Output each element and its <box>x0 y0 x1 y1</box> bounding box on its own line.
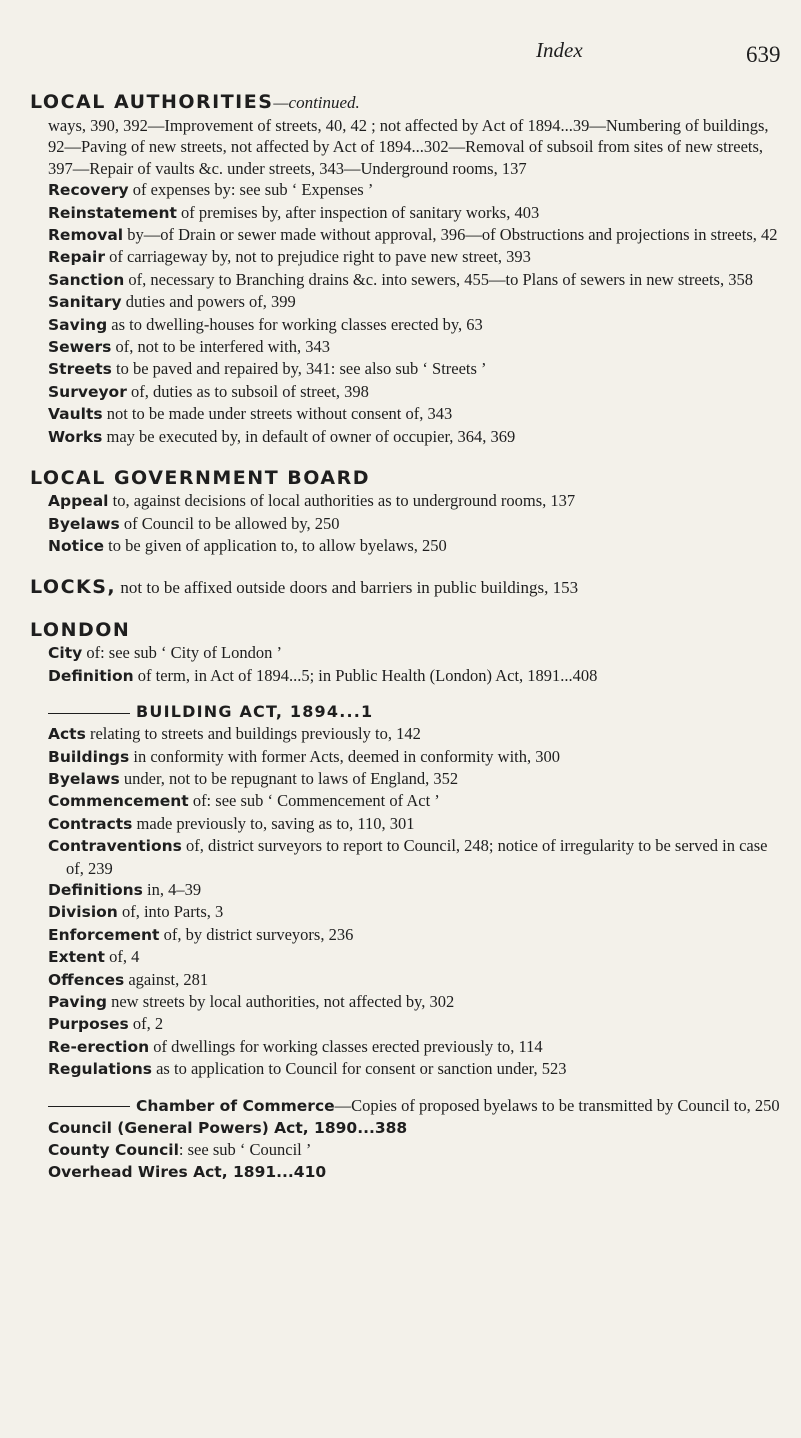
index-entry <box>30 426 782 448</box>
heading-text: LOCKS, <box>30 576 117 599</box>
entry-term: Definitions <box>48 880 143 899</box>
index-entry <box>30 314 782 336</box>
heading-suffix: —continued. <box>273 93 360 112</box>
index-entry <box>30 202 782 224</box>
entry-text: duties and powers of, 399 <box>121 292 296 312</box>
entry-term: Enforcement <box>48 925 160 944</box>
entry-text: to be given of application to, to allow byelaws, 250 <box>104 535 447 555</box>
entry-term: Council (General Powers) Act, 1890...388 <box>48 1118 408 1137</box>
index-entry <box>30 723 782 745</box>
entry-term: Contraventions <box>48 837 182 856</box>
entry-text: as to application to Council for consent or sanction under, 523 <box>151 1059 567 1079</box>
entry-text: of, duties as to subsoil of street, 398 <box>126 381 369 401</box>
entry-text: : see sub ‘ Council ’ <box>178 1140 312 1160</box>
index-entry <box>30 642 782 664</box>
entry-text: of expenses by: see sub ‘ Expenses ’ <box>128 180 374 200</box>
entry-term: Definition <box>48 666 134 685</box>
index-entry <box>30 490 782 512</box>
entry-term: Streets <box>48 360 112 379</box>
section-heading <box>30 466 782 490</box>
entry-text: of, by district surveyors, 236 <box>159 924 354 944</box>
entry-text: made previously to, saving as to, 110, 301 <box>132 813 415 833</box>
entry-text: not to be made under streets without consent of, 343 <box>102 404 453 424</box>
entry-text: of, not to be interfered with, 343 <box>111 337 330 357</box>
entry-term: Offences <box>48 970 125 989</box>
entry-text: of, necessary to Branching drains &c. into sewers, 455—to Plans of sewers in new streets, 358 <box>124 269 753 289</box>
index-entry <box>30 813 782 835</box>
entry-text: —Copies of proposed byelaws to be transmitted by Council to, 250 <box>334 1095 780 1115</box>
index-entry <box>30 969 782 991</box>
entry-text: of carriageway by, not to prejudice right to pave new street, 393 <box>104 247 531 267</box>
entry-text: against, 281 <box>124 969 209 989</box>
entry-text: of premises by, after inspection of sanitary works, 403 <box>176 202 540 222</box>
index-entry <box>30 901 782 923</box>
entry-text: may be executed by, in default of owner of occupier, 364, 369 <box>102 426 516 446</box>
entry-text: of Council to be allowed by, 250 <box>119 513 340 533</box>
index-entry <box>30 1058 782 1080</box>
entry-term: Works <box>48 427 103 446</box>
index-entry <box>30 946 782 968</box>
heading-text: LONDON <box>30 619 131 642</box>
section-heading <box>30 90 782 115</box>
entry-term: Extent <box>48 948 105 967</box>
entry-term: Removal <box>48 226 124 245</box>
entry-term: Paving <box>48 993 107 1011</box>
building-act-title: BUILDING ACT, 1894...1 <box>136 702 374 722</box>
entry-term: Regulations <box>48 1060 152 1079</box>
entry-text: of, 4 <box>104 947 140 967</box>
index-entry <box>30 535 782 557</box>
entry-text: in conformity with former Acts, deemed in conformity with, 300 <box>129 746 560 766</box>
entry-term: Recovery <box>48 181 129 200</box>
index-entry <box>30 1036 782 1058</box>
index-entry <box>30 768 782 790</box>
index-content <box>30 82 782 1184</box>
entry-term: Sanction <box>48 270 125 289</box>
entry-text: to be paved and repaired by, 341: see also sub ‘ Streets ’ <box>111 359 487 379</box>
entry-term: Contracts <box>48 814 133 833</box>
entry-text: as to dwelling-houses for working classes erected by, 63 <box>107 314 483 334</box>
index-entry <box>30 269 782 291</box>
index-entry <box>30 790 782 812</box>
entry-text: of dwellings for working classes erected previously to, 114 <box>149 1036 543 1056</box>
index-entry <box>30 1139 782 1161</box>
heading-text: LOCAL GOVERNMENT BOARD <box>30 467 370 490</box>
entry-term: Repair <box>48 248 105 267</box>
dash-rule <box>48 713 130 714</box>
index-entry <box>30 746 782 768</box>
index-entry <box>30 879 782 901</box>
page-number: 639 <box>746 42 781 67</box>
entry-text: ways, 390, 392—Improvement of streets, 40, 42 ; not affected by Act of 1894...39—Numbering of buildings, 92—Paving of new streets, not affected by Act of 1894...302—Removal of subsoil from sites of new streets, 397—Repair of vaults &c. under streets, 343—Underground rooms, 137 <box>48 116 769 178</box>
entry-term: Byelaws <box>48 514 120 533</box>
index-entry <box>30 835 782 879</box>
entry-text: to, against decisions of local authorities as to underground rooms, 137 <box>108 491 576 511</box>
entry-term: Appeal <box>48 492 109 511</box>
entry-term: Re-erection <box>48 1037 150 1056</box>
entry-text: relating to streets and buildings previously to, 142 <box>85 724 421 744</box>
entry-term: Division <box>48 903 118 922</box>
entry-term: City <box>48 644 83 663</box>
entry-term: Surveyor <box>48 382 127 401</box>
entry-text: new streets by local authorities, not affected by, 302 <box>106 992 455 1011</box>
entry-text: of: see sub ‘ City of London ’ <box>82 643 283 663</box>
entry-term: Notice <box>48 536 105 555</box>
index-entry <box>30 179 782 201</box>
entry-term: Byelaws <box>48 769 120 788</box>
index-entry <box>30 403 782 425</box>
index-entry <box>30 246 782 268</box>
entry-text: of, district surveyors to report to Council, 248; notice of irregularity to be served in case of, 239 <box>66 836 768 878</box>
entry-term: Buildings <box>48 747 130 766</box>
entry-term: Acts <box>48 725 86 744</box>
entry-text: in, 4–39 <box>142 879 202 899</box>
index-entry <box>30 1161 782 1183</box>
index-entry <box>30 665 782 687</box>
chamber-entry <box>30 1095 782 1117</box>
index-entry <box>30 291 782 313</box>
entry-term: Purposes <box>48 1015 129 1034</box>
heading-text: LOCAL AUTHORITIES <box>30 91 274 113</box>
entry-text: of: see sub ‘ Commencement of Act ’ <box>188 791 440 811</box>
index-entry <box>30 358 782 380</box>
section-heading <box>30 618 782 642</box>
index-entry <box>30 924 782 946</box>
entry-term: Overhead Wires Act, 1891...410 <box>48 1163 327 1182</box>
entry-text: under, not to be repugnant to laws of England, 352 <box>119 768 459 788</box>
entry-term: Vaults <box>48 405 103 424</box>
entry-term: Commencement <box>48 792 189 811</box>
entry-text: by—of Drain or sewer made without approval, 396—of Obstructions and projections in streets, 42 <box>123 225 778 245</box>
heading-suffix: not to be affixed outside doors and barriers in public buildings, 153 <box>116 578 579 598</box>
entry-term: Saving <box>48 315 108 334</box>
index-entry <box>30 224 782 246</box>
entry-text: of term, in Act of 1894...5; in Public Health (London) Act, 1891...408 <box>133 665 598 685</box>
entry-term: Chamber of Commerce <box>136 1096 335 1115</box>
entry-term: Reinstatement <box>48 203 177 222</box>
index-entry <box>30 336 782 358</box>
entry-text: of, 2 <box>128 1014 164 1034</box>
section-heading <box>30 575 782 600</box>
entry-text: of, into Parts, 3 <box>117 902 224 922</box>
index-entry <box>30 381 782 403</box>
index-entry <box>30 991 782 1013</box>
building-act-heading <box>30 701 782 723</box>
dash-rule <box>48 1106 130 1107</box>
entry-term: Sewers <box>48 338 112 357</box>
index-entry <box>30 1013 782 1035</box>
entry-term: Sanitary <box>48 293 122 312</box>
index-entry <box>30 513 782 535</box>
index-entry <box>30 115 782 179</box>
index-entry <box>30 1117 782 1139</box>
entry-term: County Council <box>48 1141 179 1160</box>
running-head: Index <box>536 38 583 62</box>
